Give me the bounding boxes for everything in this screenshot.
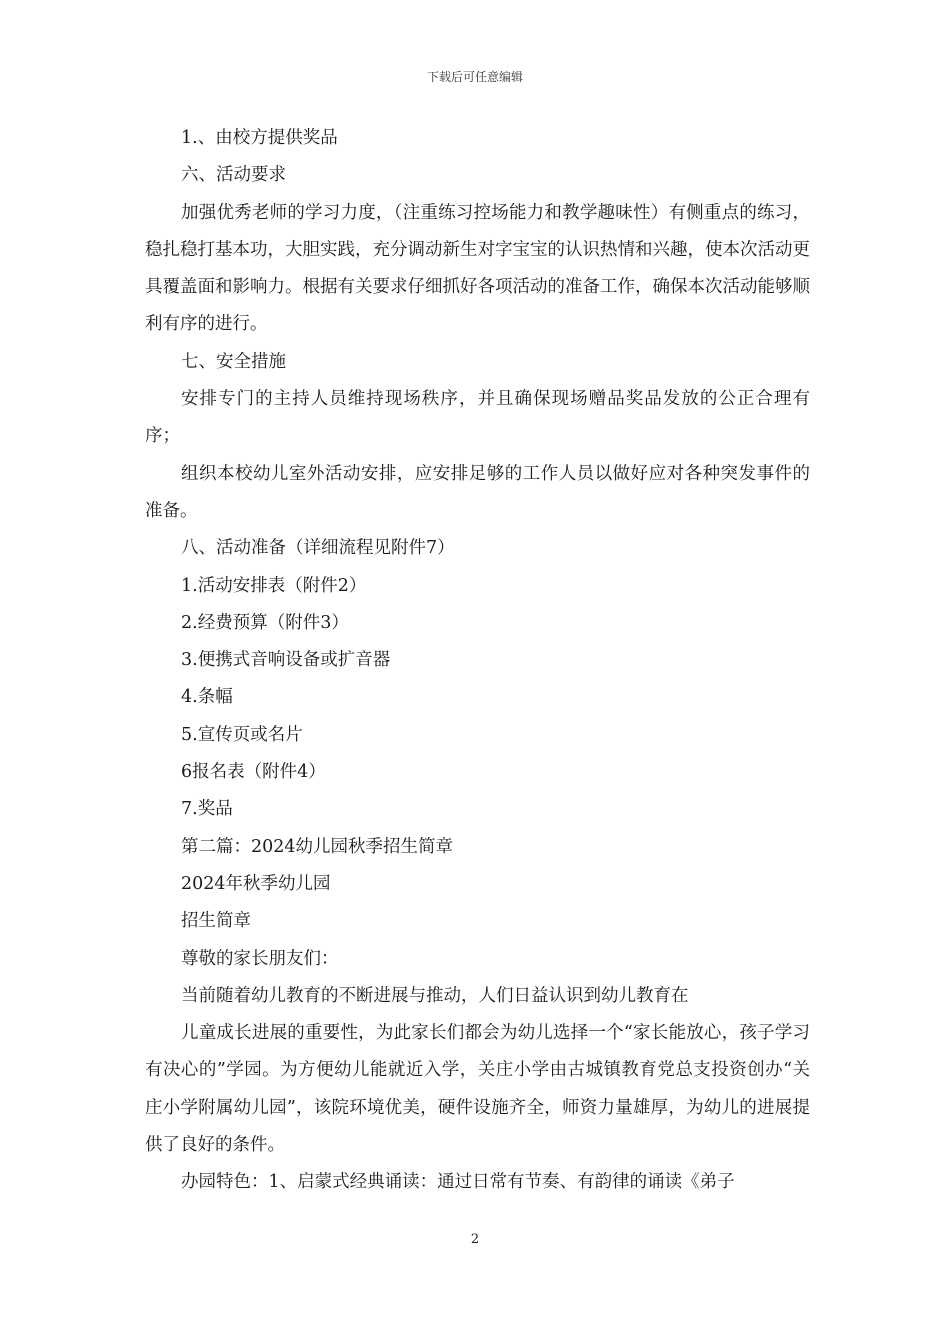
list-item: 6报名表（附件4） xyxy=(181,762,326,783)
paragraph: 安排专门的主持人员维持现场秩序，并且确保现场赠品奖品发放的公正合理有序； xyxy=(145,389,810,447)
paragraph: 加强优秀老师的学习力度，（注重练习控场能力和教学趣味性）有侧重点的练习，稳扎稳打基本功，大胆实践，充分调动新生对字宝宝的认识热情和兴趣，使本次活动更具覆盖面和影响力。根据有关要求仔细抓好各项活动的准备工作，确保本次活动能够顺利有序的进行。 xyxy=(145,202,810,335)
paragraph: 组织本校幼儿室外活动安排，应安排足够的工作人员以做好应对各种突发事件的准备。 xyxy=(145,463,810,521)
list-item: 5.宣传页或名片 xyxy=(181,724,303,745)
paragraph: 儿童成长进展的重要性，为此家长们都会为幼儿选择一个“家长能放心，孩子学习有决心的”学园。为方便幼儿能就近入学，关庄小学由古城镇教育党总支投资创办“关庄小学附属幼儿园”，该院环境优美，硬件设施齐全，师资力量雄厚，为幼儿的进展提供了良好的条件。 xyxy=(145,1023,810,1156)
salutation: 尊敬的家长朋友们： xyxy=(181,948,339,969)
chapter-title: 第二篇：2024幼儿园秋季招生简章 xyxy=(181,836,454,857)
document-subtitle: 招生简章 xyxy=(181,911,251,932)
section-heading: 八、活动准备（详细流程见附件7） xyxy=(181,538,455,559)
list-item: 2.经费预算（附件3） xyxy=(181,612,349,633)
section-heading: 六、活动要求 xyxy=(181,165,286,186)
list-item: 7.奖品 xyxy=(181,799,233,820)
document-body xyxy=(145,120,810,1202)
list-item: 1.活动安排表（附件2） xyxy=(181,575,367,596)
page-number: 2 xyxy=(470,1232,480,1247)
document-subtitle: 2024年秋季幼儿园 xyxy=(181,873,331,894)
text-line: 办园特色：1、启蒙式经典诵读：通过日常有节奏、有韵律的诵读《弟子 xyxy=(181,1172,735,1193)
page-header: 下载后可任意编辑 xyxy=(426,70,523,84)
section-heading: 七、安全措施 xyxy=(181,351,286,372)
list-item: 3.便携式音响设备或扩音器 xyxy=(181,650,391,671)
text-line: 当前随着幼儿教育的不断进展与推动，人们日益认识到幼儿教育在 xyxy=(181,985,689,1006)
list-item: 4.条幅 xyxy=(181,687,233,708)
list-item: 1.、由校方提供奖品 xyxy=(181,128,338,148)
